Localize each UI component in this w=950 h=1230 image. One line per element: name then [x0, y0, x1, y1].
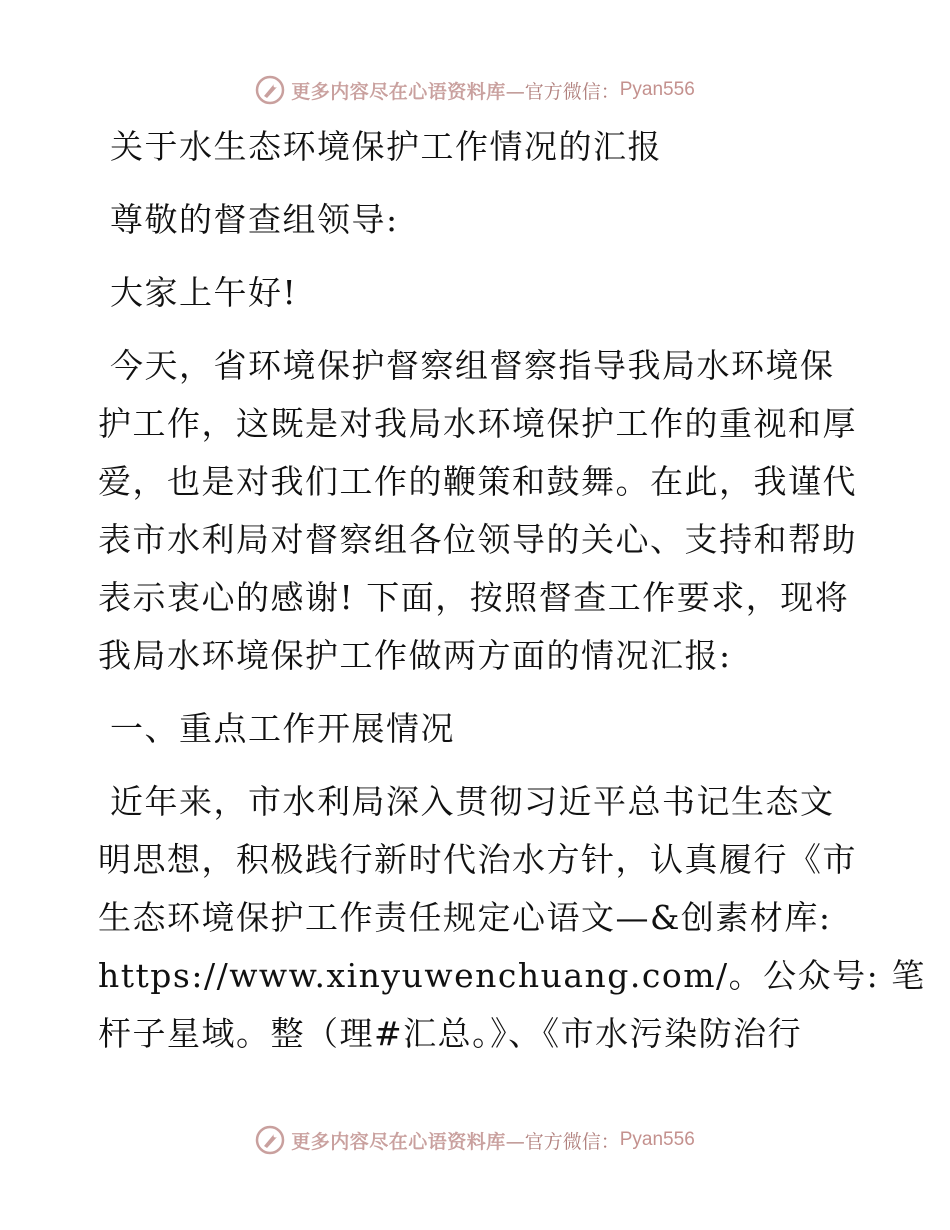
paragraph-line: 爱，也是对我们工作的鞭策和鼓舞。在此，我谨代 [98, 462, 857, 501]
header-watermark-banner [0, 70, 950, 110]
section-heading: 一、重点工作开展情况 [110, 709, 455, 748]
pen-logo-icon [255, 1125, 285, 1155]
pen-logo-icon [255, 75, 285, 105]
greeting: 大家上午好! [110, 273, 298, 312]
watermark-text: 更多内容尽在心语资料库 [291, 80, 506, 103]
watermark-separator: —官方微信： [505, 1130, 620, 1153]
document-body [98, 118, 926, 1063]
paragraph-line-url: https://www.xinyuwenchuang.com/。公众号: 笔 [98, 956, 926, 995]
paragraph-line: 明思想，积极践行新时代治水方针，认真履行《市 [98, 840, 857, 879]
paragraph-line: 我局水环境保护工作做两方面的情况汇报: [98, 636, 732, 675]
paragraph-line: 护工作，这既是对我局水环境保护工作的重视和厚 [98, 404, 857, 443]
paragraph-line: 表市水利局对督察组各位领导的关心、支持和帮助 [98, 520, 857, 559]
document-title: 关于水生态环境保护工作情况的汇报 [110, 127, 662, 166]
paragraph-line: 今天，省环境保护督察组督察指导我局水环境保 [110, 346, 835, 385]
paragraph-line: 杆子星域。整（理#汇总。》、《市水污染防治行 [98, 1014, 803, 1053]
salutation: 尊敬的督查组领导: [110, 200, 399, 239]
paragraph-key-work [98, 773, 926, 1063]
paragraph-intro [98, 337, 858, 685]
watermark-wechat-id: Pyan556 [619, 79, 695, 100]
paragraph-line: 表示衷心的感谢! 下面，按照督查工作要求，现将 [98, 578, 850, 617]
watermark-text: 更多内容尽在心语资料库 [291, 1130, 506, 1153]
footer-watermark-banner [0, 1120, 950, 1160]
watermark-separator: —官方微信： [505, 80, 620, 103]
watermark-wechat-id: Pyan556 [619, 1129, 695, 1150]
paragraph-line: 生态环境保护工作责任规定心语文—&创素材库: [98, 898, 832, 937]
paragraph-line: 近年来，市水利局深入贯彻习近平总书记生态文 [110, 782, 835, 821]
